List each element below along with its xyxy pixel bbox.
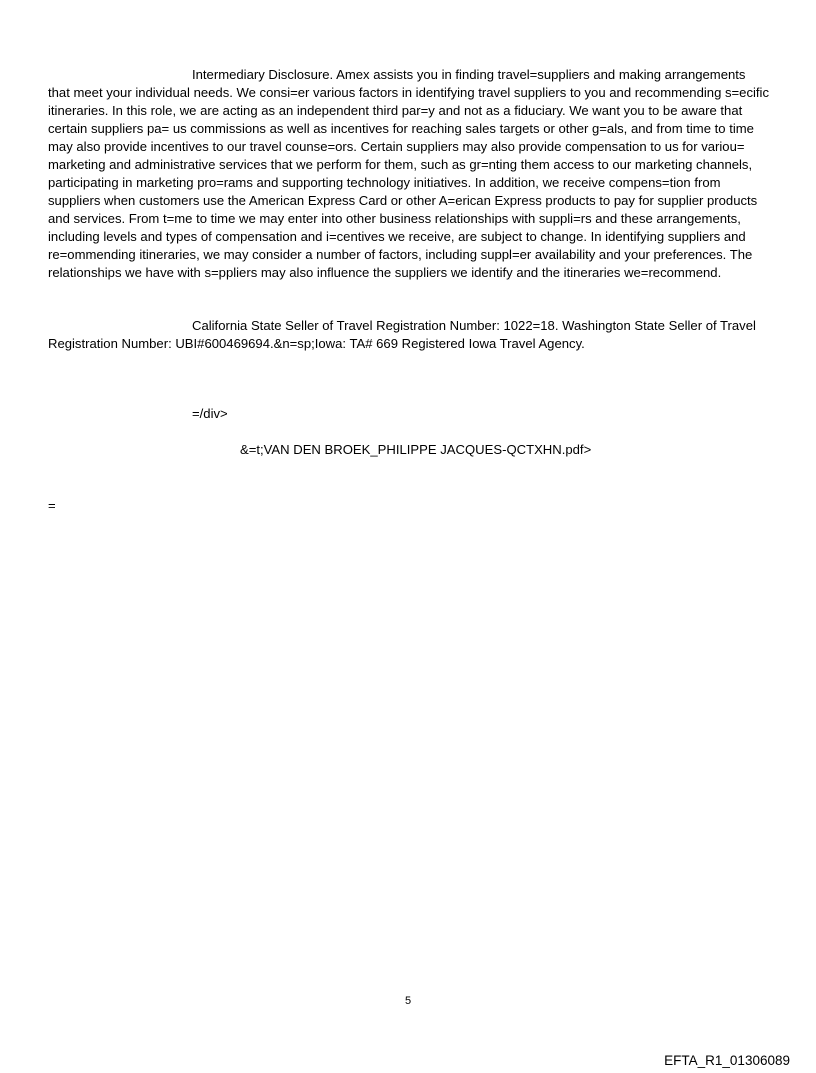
registration-paragraph: California State Seller of Travel Registration Number: 1022=18. Washington State Seller of Travel Registration Number: UBI#600469694.&n=sp;Iowa: TA# 669 Registered Iowa Travel Agency.: [48, 318, 756, 351]
trailing-equals: =: [48, 498, 56, 513]
div-tag-text: =/div>: [192, 406, 228, 421]
page-number: 5: [404, 995, 412, 1007]
pdf-attachment-reference: &=t;VAN DEN BROEK_PHILIPPE JACQUES-QCTXHN.pdf>: [240, 442, 592, 457]
document-id: EFTA_R1_01306089: [664, 1053, 790, 1068]
intermediary-disclosure-paragraph: Intermediary Disclosure. Amex assists you in finding travel=suppliers and making arrangements that meet your individual needs. We consi=er various factors in identifying travel suppliers to you and recommending s=ecific itineraries. In this role, we are acting as an independent third par=y and not as a fiduciary. We want you to be aware that certain suppliers pa= us commissions as well as incentives for reaching sales targets or other g=als, and from time to time may also provide incentives to our travel counse=ors. Certain suppliers may also provide compensation to us for variou= marketing and administrative services that we perform for them, such as gr=nting them access to our marketing channels, participating in marketing pro=rams and supporting technology initiatives. In addition, we receive compens=tion from suppliers when customers use the American Express Card or other A=erican Express products to pay for supplier products and services. From t=me to time we may enter into other business relationships with suppli=rs and these arrangements, including levels and types of compensation and i=centives we receive, are subject to change. In identifying suppliers and re=ommending itineraries, we may consider a number of factors, including suppl=er availability and your preferences. The relationships we have with s=ppliers may also influence the suppliers we identify and the itineraries we=recommend.: [48, 67, 770, 280]
